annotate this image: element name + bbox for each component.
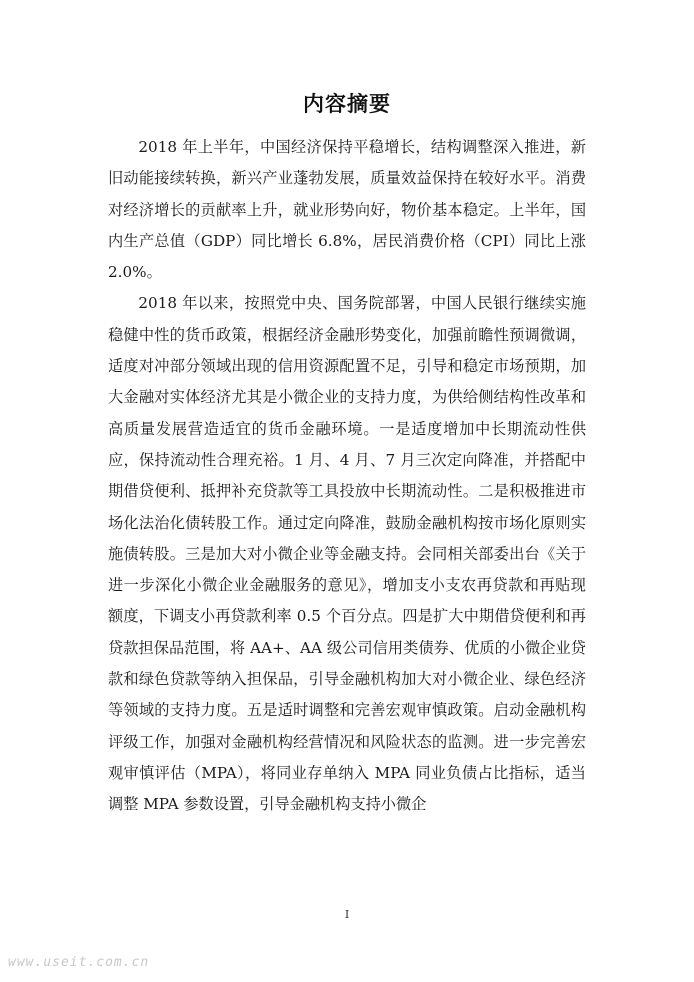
page-number: I bbox=[344, 908, 350, 921]
paragraph-2: 2018 年以来，按照党中央、国务院部署，中国人民银行继续实施稳健中性的货币政策，根据经济金融形势变化，加强前瞻性预调微调，适度对冲部分领域出现的信用资源配置不足，引导和稳定市场预期，加大金融对实体经济尤其是小微企业的支持力度，为供给侧结构性改革和高质量发展营造适宜的货币金融环境。一是适度增加中长期流动性供应，保持流动性合理充裕。1 月、4 月、7 月三次定向降准，并搭配中期借贷便利、抵押补充贷款等工具投放中长期流动性。二是积极推进市场化法治化债转股工作。通过定向降准，鼓励金融机构按市场化原则实施债转股。三是加大对小微企业等金融支持。会同相关部委出台《关于进一步深化小微企业金融服务的意见》，增加支小支农再贷款和再贴现额度，下调支小再贷款利率 0.5 个百分点。四是扩大中期借贷便利和再贷款担保品范围，将 AA+、AA 级公司信用类债券、优质的小微企业贷款和绿色贷款等纳入担保品，引导金融机构加大对小微企业、绿色经济等领域的支持力度。五是适时调整和完善宏观审慎政策。启动金融机构评级工作，加强对金融机构经营情况和风险状态的监测。进一步完善宏观审慎评估（MPA），将同业存单纳入 MPA 同业负债占比指标，适当调整 MPA 参数设置，引导金融机构支持小微企 bbox=[108, 294, 586, 814]
page-title: 内容摘要 bbox=[303, 92, 391, 116]
paragraph-1: 2018 年上半年，中国经济保持平稳增长，结构调整深入推进，新旧动能接续转换，新兴产业蓬勃发展，质量效益保持在较好水平。消费对经济增长的贡献率上升，就业形势向好，物价基本稳定。上半年，国内生产总值（GDP）同比增长 6.8%，居民消费价格（CPI）同比上涨 2.0%。 bbox=[108, 138, 586, 282]
watermark: www.useit.com.cn bbox=[8, 955, 150, 970]
abstract-body bbox=[108, 132, 586, 821]
